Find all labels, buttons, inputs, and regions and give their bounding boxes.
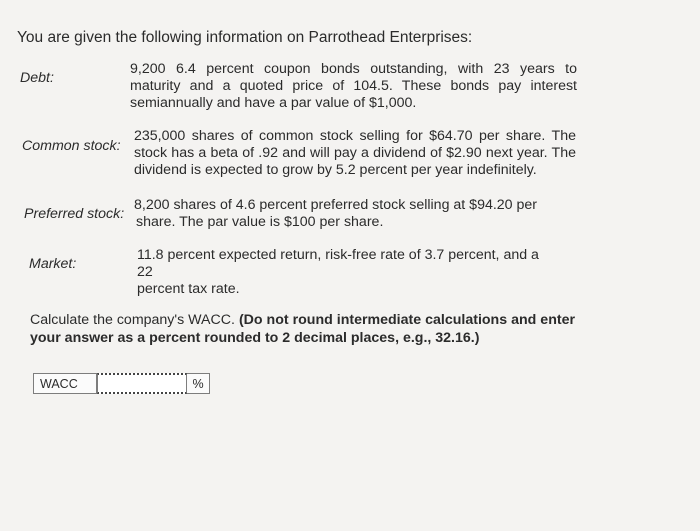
instruction-bold-2: your answer as a percent rounded to 2 decimal places, e.g., 32.16.) [30, 330, 480, 346]
wacc-label: WACC [33, 373, 97, 394]
debt-line-1: 9,200 6.4 percent coupon bonds outstanding, with 23 years to [130, 61, 577, 77]
instruction-text [30, 311, 575, 347]
debt-description [130, 61, 577, 112]
common-stock-label: Common stock: [22, 138, 121, 154]
market-label: Market: [29, 256, 77, 272]
common-line-2: stock has a beta of .92 and will pay a dividend of $2.90 next year. The [134, 145, 576, 161]
wacc-answer-row [33, 373, 210, 394]
preferred-line-2: share. The par value is $100 per share. [136, 214, 384, 230]
common-stock-description [134, 128, 576, 179]
instruction-line-1 [30, 311, 575, 329]
debt-line-3: semiannually and have a par value of $1,000. [130, 95, 417, 111]
market-line-1: 11.8 percent expected return, risk-free rate of 3.7 percent, and a 22 [137, 247, 539, 280]
intro-text: You are given the following information on Parrothead Enterprises: [17, 29, 473, 46]
instruction-bold-1: (Do not round intermediate calculations and enter [238, 312, 575, 328]
wacc-input[interactable] [97, 373, 187, 394]
common-line-1: 235,000 shares of common stock selling for $64.70 per share. The [134, 128, 576, 144]
debt-line-2: maturity and a quoted price of 104.5. These bonds pay interest [130, 78, 577, 94]
common-line-3: dividend is expected to grow by 5.2 percent per year indefinitely. [134, 162, 537, 178]
instruction-plain: Calculate the company's WACC. [30, 312, 239, 328]
debt-label: Debt: [20, 70, 54, 86]
market-line-2: percent tax rate. [137, 281, 240, 297]
preferred-line-1: 8,200 shares of 4.6 percent preferred stock selling at $94.20 per [134, 197, 538, 213]
preferred-stock-description [134, 197, 544, 231]
preferred-stock-label: Preferred stock: [24, 206, 125, 222]
market-description [137, 247, 557, 298]
percent-unit: % [187, 373, 210, 394]
